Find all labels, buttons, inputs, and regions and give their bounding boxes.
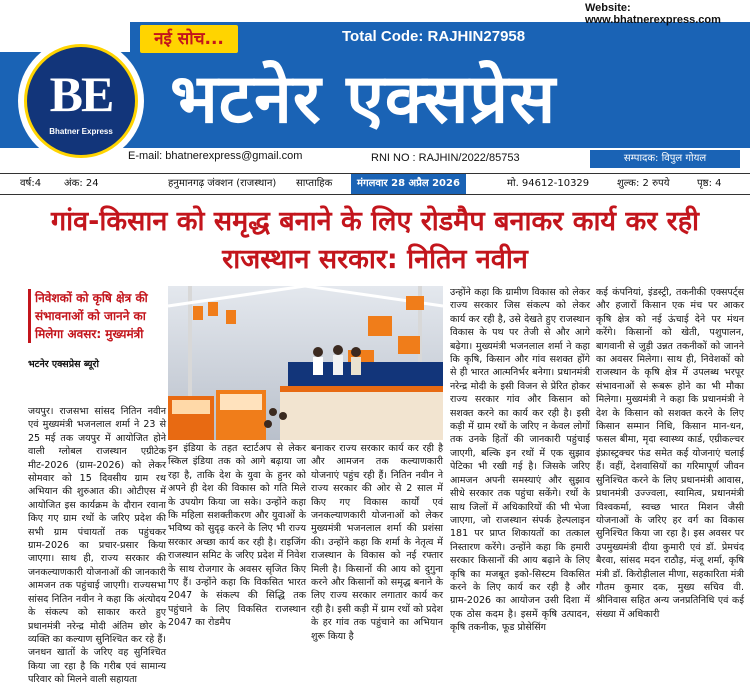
date-label: मंगलवार 28 अप्रैल 2026: [351, 174, 466, 194]
news-photo: [168, 286, 443, 440]
byline: भटनेर एक्सप्रेस ब्यूरो: [28, 359, 99, 370]
total-code: Total Code: RAJHIN27958: [342, 28, 526, 45]
tagline: नई सोच...: [140, 25, 238, 53]
info-bar: [0, 173, 750, 195]
article-column-3: उन्होंने कहा कि ग्रामीण विकास को लेकर राज्य सरकार जिस संकल्प को लेकर कार्य कर रही है, उसे देखते हुए राजस्थान विकास के पथ पर तेजी से और आगे बढ़ेगा। मुख्यमंत्री भजनलाल शर्मा ने कहा कि कृषि, किसान और गांव सशक्त होंगे से ही भारत आत्मनिर्भर बनेगा। प्रधानमंत्री नरेन्द्र मोदी के इसी विजन से प्रेरित होकर राज्य सरकार गांव और किसान को सशक्त करने का कार्य कर रही है। इसी कड़ी में ग्राम रथों के जरिए न केवल लोगों तक उनके हितों की जानकारी पहुंचाई जाएगी, बल्कि इन रथों में एक सुझाव पेटिका भी रखी गई है। जिसके जरिए आमजन अपनी समस्याएं और सुझाव सीधे सरकार तक पहुंचा सकेंगे। रथों के साथ जिलों में अधिकारियों की भी भेजा जाएगा, जो राजस्थान संपर्क हेल्पलाइन 181 पर प्राप्त शिकायतों का तत्काल निस्तारण करेंगे। उन्होंने कहा कि हमारी सरकार किसानों की आय बढ़ाने के लिए कृषि का मजबूत इको-सिस्टम विकसित करने के लिए कार्य कर रही है और ग्राम-2026 का आयोजन उसी दिशा में एक ठोस कदम है। इसमें कृषि उत्पादन, कृषि तकनीक, फूड प्रोसेसिंग: [450, 287, 590, 634]
article-column-4: कई कंपनियां, इंडस्ट्री, तकनीकी एक्सपर्ट्स और हजारों किसान एक मंच पर आकर कृषि क्षेत्र को नई ऊंचाई देने पर मंथन करेंगे। किसानों को खेती, पशुपालन, बागवानी से जुड़ी उन्नत तकनीकों को जानने का अवसर मिलेगा। साथ ही, निवेशकों को राजस्थान के कृषि क्षेत्र में उपलब्ध भरपूर संभावनाओं से रूबरू होने का भी मौका मिलेगा। मुख्यमंत्री ने कहा कि प्रधानमंत्री ने देश के किसान को सशक्त करने के लिए किसान सम्मान निधि, किसान मान-धन, फसल बीमा, मृदा स्वास्थ्य कार्ड, एग्रीकल्चर इंफ्रास्ट्रक्चर फंड समेत कई योजनाएं चलाई हैं। वहीं, देशवासियों का गरिमापूर्ण जीवन सुनिश्चित करने के लिए प्रधानमंत्री आवास, प्रधानमंत्री उज्ज्वला, स्वामित्व, प्रधानमंत्री विश्वकर्मा, स्वच्छ भारत मिशन जैसी योजनाओं के जरिए हर वर्ग का विकास सुनिश्चित किया जा रहा है। इस अवसर पर उपमुख्यमंत्री दीया कुमारी एवं डॉ. प्रेमचंद बैरवा, सांसद मदन राठौड़, मंजू शर्मा, कृषि मंत्री डॉ. किरोड़ीलाल मीणा, सहकारिता मंत्री गौतम कुमार दक, मुख्य सचिव वी. श्रीनिवास सहित अन्य जनप्रतिनिधि एवं कई संख्या में अधिकारी: [596, 287, 744, 620]
rni-number: RNI NO : RAJHIN/2022/85753: [371, 152, 520, 164]
mobile-label: मो. 94612-10329: [507, 178, 590, 189]
sub-headline: निवेशकों को कृषि क्षेत्र की संभावनाओं को जानने का मिलेगा अवसर: मुख्यमंत्री: [28, 289, 168, 343]
editor-badge: सम्पादक: विपुल गोयल: [590, 150, 740, 168]
website-link[interactable]: Website: www.bhatnerexpress.com: [585, 2, 721, 26]
issue-label: अंक: 24: [64, 178, 99, 189]
pages-label: पृष्ठ: 4: [697, 178, 722, 189]
masthead: [0, 0, 750, 170]
article-column-2: इन इंडिया के तहत स्टार्टअप से लेकर स्किल इंडिया तक को आगे बढ़ाया जा रहा है, ताकि देश के युवा के हुनर को अपने ही देश की विकास को गति मिले के उपयोग किया जा सके। उन्होंने कहा कि महिला सशक्तीकरण और युवाओं के भविष्य को सुदृढ़ करने के लिए भी राज्य सरकार अच्छा कार्य कर रही है। राइजिंग राजस्थान समिट के जरिए प्रदेश में निवेश के साथ रोजगार के अवसर सृजित किए गए हैं। उन्होंने कहा कि विकसित भारत 2047 के संकल्प की सिद्धि तक पहुंचाने के लिए विकसित राजस्थान 2047 का रोडमैप: [168, 443, 306, 629]
logo-text: BE: [49, 66, 113, 122]
place-label: हनुमानगढ़ जंक्शन (राजस्थान): [168, 178, 277, 189]
price-label: शुल्क: 2 रुपये: [617, 178, 670, 189]
article-column-2b: बनाकर राज्य सरकार कार्य कर रही है और आमजन तक कल्याणकारी योजनाएं पहुंच रही हैं। नितिन नवीन ने राज्य सरकार की ओर से 2 साल में किए गए विकास कार्यों एवं जनकल्याणकारी योजनाओं को लेकर मुख्यमंत्री भजनलाल शर्मा की प्रशंसा की। उन्होंने कहा कि शर्मा के नेतृत्व में राजस्थान के विकास को नई रफ्तार मिली है। किसानों की आय को दुगुना करने और किसानों को समृद्ध बनाने के लिए राज्य सरकार लगातार कार्य कर रही है। इसी कड़ी में ग्राम रथों को प्रदेश के हर गांव तक पहुंचाने का अभियान शुरू किया है: [311, 443, 443, 642]
frequency-label: साप्ताहिक: [296, 178, 333, 189]
year-label: वर्ष:4: [20, 178, 42, 189]
logo-subtitle: Bhatner Express: [49, 127, 113, 136]
newspaper-title: भटनेर एक्सप्रेस: [170, 60, 557, 139]
logo: [24, 44, 138, 158]
article-column-1: जयपुर। राजसभा सांसद नितिन नवीन एवं मुख्यमंत्री भजनलाल शर्मा ने 23 से 25 मई तक जयपुर में आयोजित होने वाली ग्लोबल राजस्थान एग्रीटेक मीट-2026 (ग्राम-2026) को लेकर सोमवार को 15 दिवसीय ग्राम रथ अभियान की शुरुआत की। ओटीएस में आयोजित इस कार्यक्रम के दौरान रवाना किए गए ग्राम रथों के जरिए प्रदेश की सभी ग्राम पंचायतों तक पहुंचकर ग्राम-2026 का प्रचार-प्रसार किया जाएगा। साथ ही, राज्य सरकार की जनकल्याणकारी योजनाओं की जानकारी आमजन तक पहुंचाई जाएगी। राज्यसभा सांसद नितिन नवीन ने कहा कि अंत्योदय के संकल्प को साकार करते हुए प्रधानमंत्री नरेन्द्र मोदी अंतिम छोर के व्यक्ति का कल्याण सुनिश्चित कर रहे हैं। जनधन खातों के जरिए वह सुनिश्चित किया जा रहा है कि गरीब एवं सामान्य परिवार को मिलने वाली सहायता: [28, 406, 166, 686]
email-link[interactable]: E-mail: bhatnerexpress@gmail.com: [128, 150, 303, 162]
main-headline: गांव-किसान को समृद्ध बनाने के लिए रोडमैप बनाकर कार्य कर रही राजस्थान सरकार: नितिन नवीन: [50, 206, 700, 275]
event-photo-illustration: [168, 286, 443, 440]
